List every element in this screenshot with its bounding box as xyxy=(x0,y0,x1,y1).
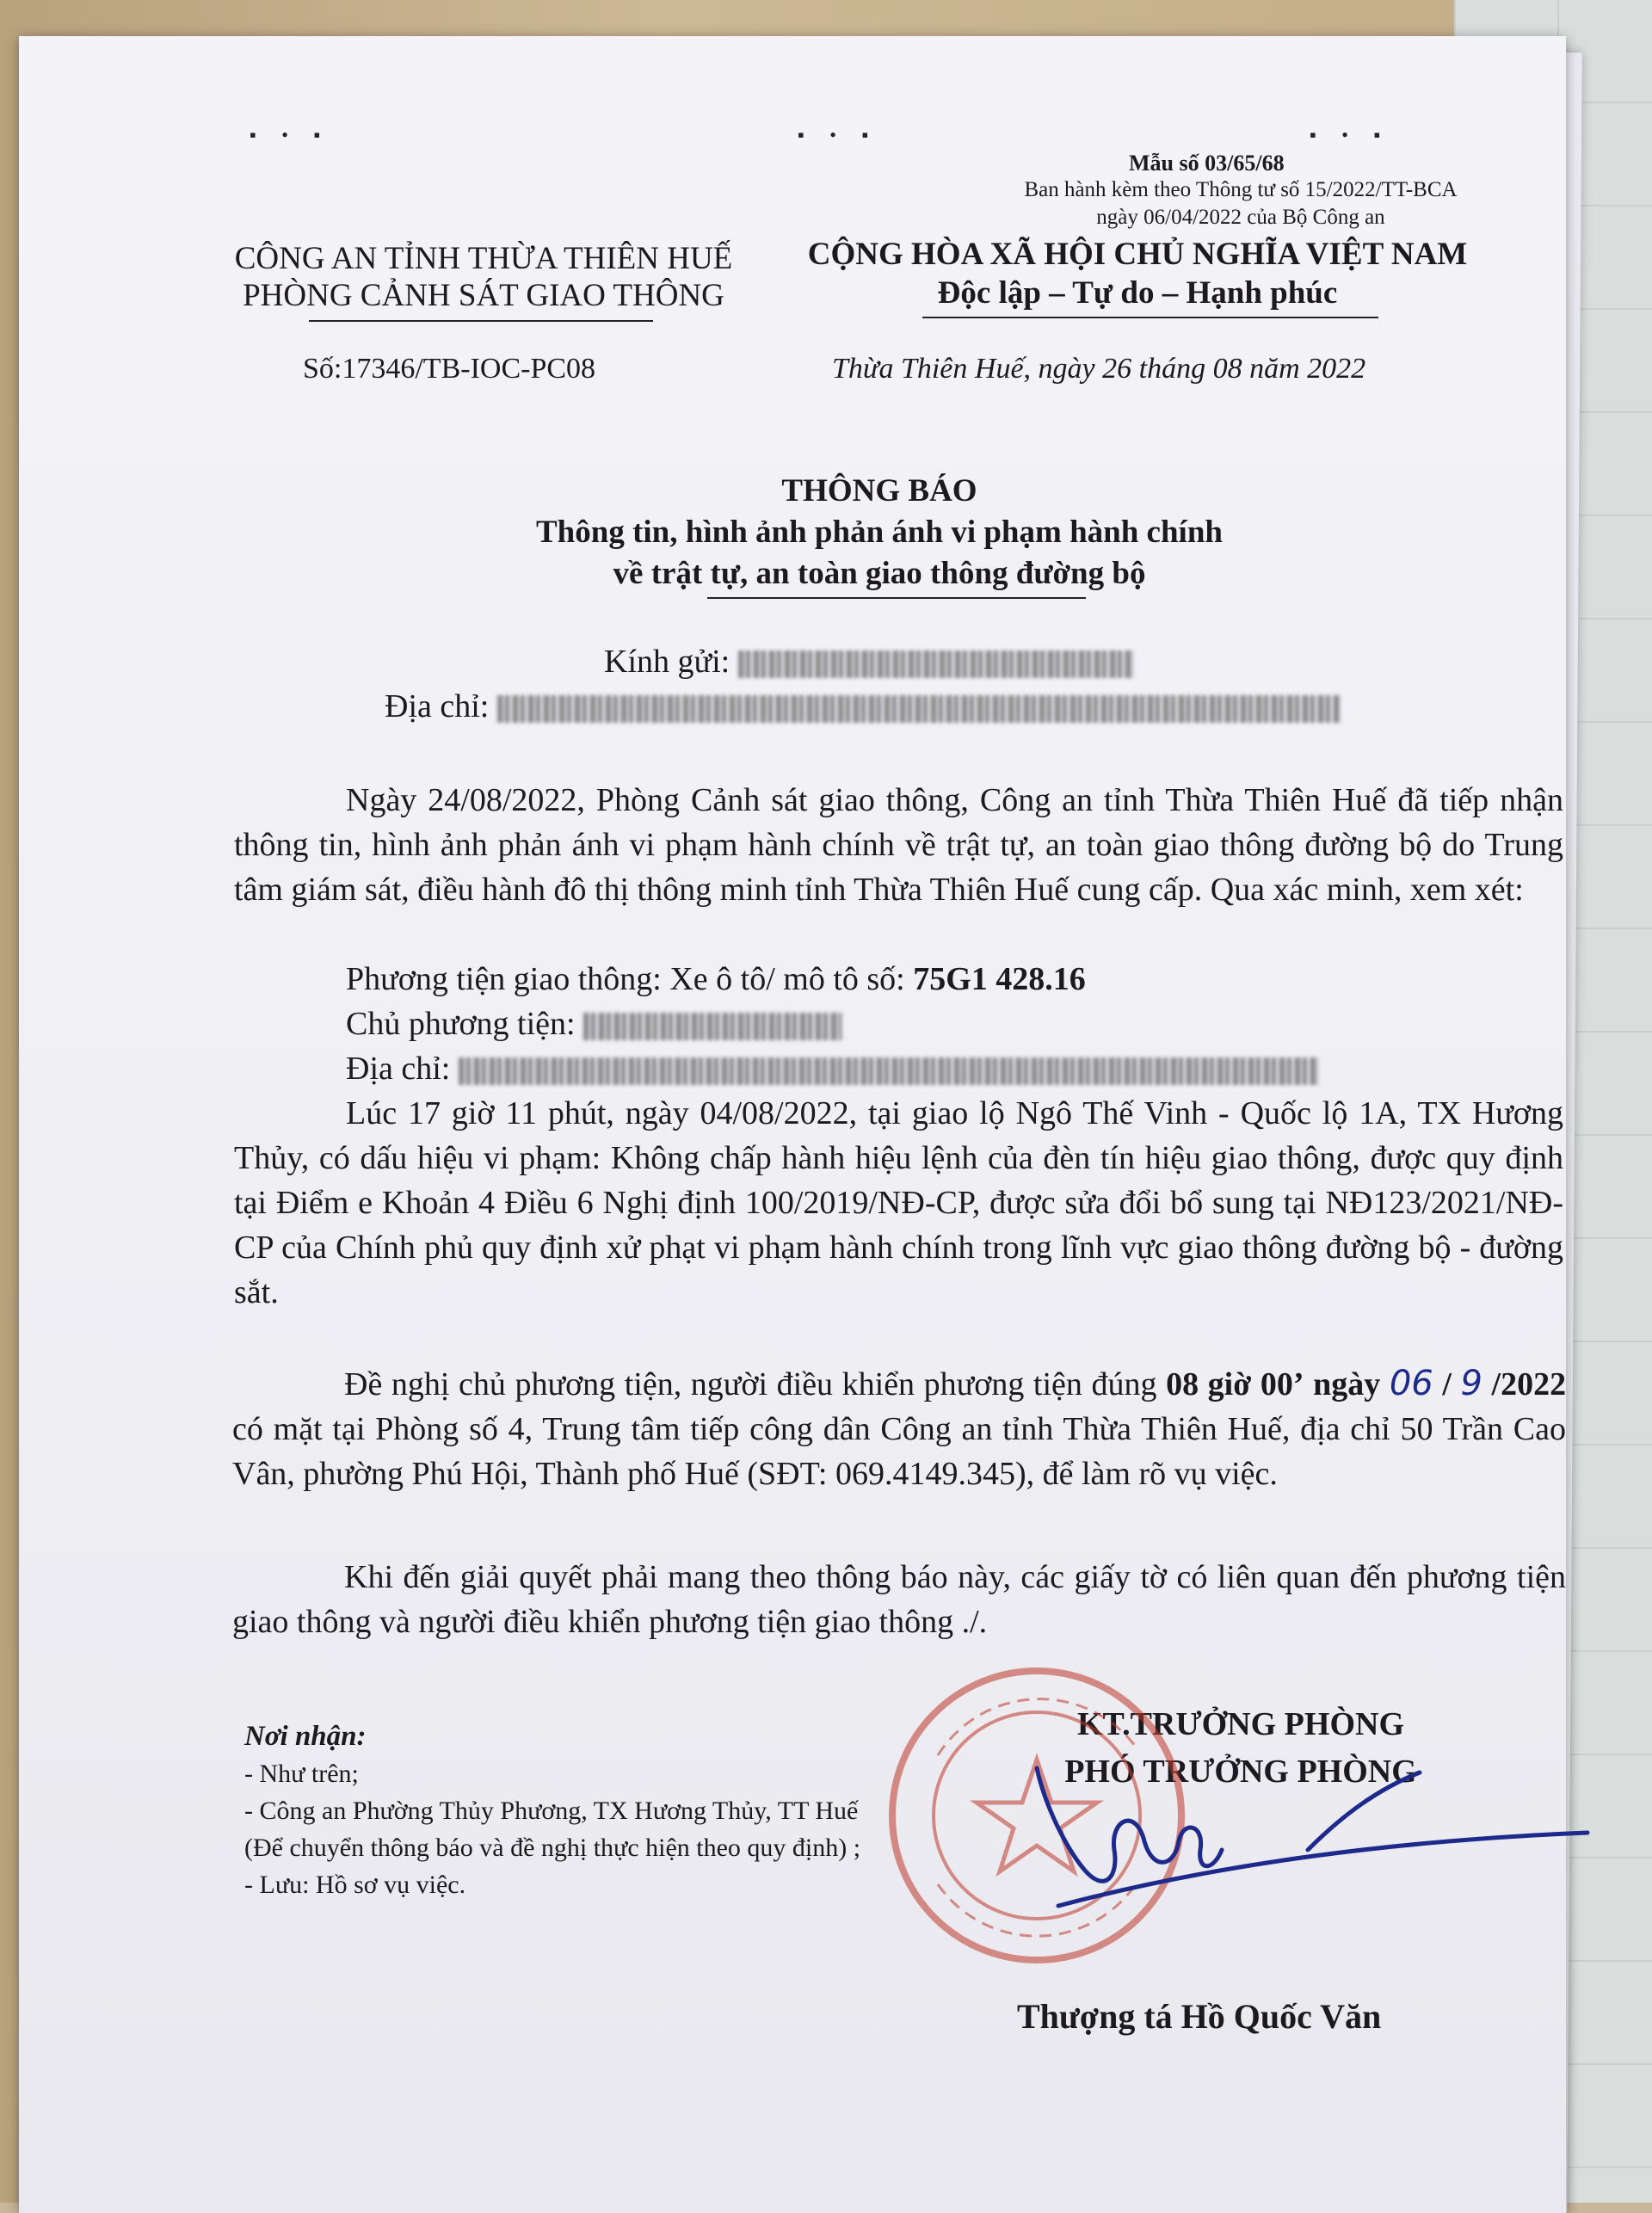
nation-motto: Độc lập – Tự do – Hạnh phúc xyxy=(937,275,1338,311)
handwritten-signature xyxy=(1037,1768,1587,1906)
owner-label: Chủ phương tiện: xyxy=(346,1006,576,1042)
summons-time: 08 giờ 00’ xyxy=(1166,1366,1304,1402)
summons-text: Đề nghị chủ phương tiện, người điều khiển phương tiện đúng xyxy=(344,1366,1157,1402)
recipients-item: - Lưu: Hồ sơ vụ việc. xyxy=(244,1871,466,1899)
document-title: THÔNG BÁO xyxy=(781,473,977,509)
summons-day-label: ngày xyxy=(1313,1366,1381,1402)
date-separator: / xyxy=(1442,1366,1452,1402)
form-issued-line2: ngày 06/04/2022 của Bộ Công an xyxy=(1096,206,1385,229)
recipients-item: - Công an Phường Thủy Phương, TX Hương Thủy, TT Huế (Để chuyển thông báo và đề nghị thực hiện theo quy định) ; xyxy=(244,1797,861,1862)
paragraph-intro: Ngày 24/08/2022, Phòng Cảnh sát giao thông, Công an tỉnh Thừa Thiên Huế đã tiếp nhận thông tin, hình ảnh phản ánh vi phạm hành chính về trật tự, an toàn giao thông đường bộ do Trung tâm giám sát, điều hành đô thị thông minh tỉnh Thừa Thiên Huế cung cấp. Qua xác minh, xem xét: xyxy=(234,782,1563,908)
paragraph-violation: Lúc 17 giờ 11 phút, ngày 04/08/2022, tại giao lộ Ngô Thế Vinh - Quốc lộ 1A, TX Hương Thủy, có dấu hiệu vi phạm: Không chấp hành hiệu lệnh của đèn tín hiệu giao thông, được quy định tại Điểm e Khoản 4 Điều 6 Nghị định 100/2019/NĐ-CP, được sửa đổi bổ sung tại NĐ123/2021/NĐ-CP của Chính phủ quy định xử phạt vi phạm hành chính trong lĩnh vực giao thông đường bộ - đường sắt. xyxy=(234,1095,1563,1310)
summons-location-text: có mặt tại Phòng số 4, Trung tâm tiếp công dân Công an tỉnh Thừa Thiên Huế, địa chỉ 50 Trần Cao Vân, phường Phú Hội, Thành phố Huế (SĐT: 069.4149.345), để làm rõ vụ việc. xyxy=(232,1411,1566,1492)
recipients-heading: Nơi nhận: xyxy=(244,1721,367,1752)
document-subtitle-1: Thông tin, hình ảnh phản ánh vi phạm hành chính xyxy=(536,515,1223,550)
signer-name: Thượng tá Hồ Quốc Văn xyxy=(1017,1997,1382,2036)
summons-year: /2022 xyxy=(1491,1366,1567,1402)
signature-title-1: KT.TRƯỞNG PHÒNG xyxy=(1077,1706,1404,1742)
vehicle-label: Phương tiện giao thông: Xe ô tô/ mô tô số: xyxy=(346,961,905,997)
document-number: Số:17346/TB-IOC-PC08 xyxy=(303,353,596,385)
document-subtitle-2: về trật tự, an toàn giao thông đường bộ xyxy=(613,556,1146,591)
punch-dots: ▪ • ▪ xyxy=(1310,124,1391,145)
recipient-label: Kính gửi: xyxy=(604,644,730,680)
punch-dots: ▪ • ▪ xyxy=(798,124,879,145)
agency-department: PHÒNG CẢNH SÁT GIAO THÔNG xyxy=(243,278,724,313)
agency-name: CÔNG AN TỈNH THỪA THIÊN HUẾ xyxy=(234,241,733,276)
document-place-date: Thừa Thiên Huế, ngày 26 tháng 08 năm 2022 xyxy=(832,353,1366,385)
punch-dots: ▪ • ▪ xyxy=(250,124,331,145)
license-plate: 75G1 428.16 xyxy=(913,961,1086,997)
form-code: Mẫu số 03/65/68 xyxy=(1129,151,1285,176)
paragraph-requirements: Khi đến giải quyết phải mang theo thông báo này, các giấy tờ có liên quan đến phương tiện giao thông và người điều khiển phương tiện giao thông ./. xyxy=(232,1559,1566,1640)
form-issued-line1: Ban hành kèm theo Thông tư số 15/2022/TT-BCA xyxy=(1024,178,1458,201)
signature-title-2: PHÓ TRƯỞNG PHÒNG xyxy=(1064,1754,1417,1790)
owner-address-label: Địa chỉ: xyxy=(346,1051,451,1087)
official-seal xyxy=(892,1671,1181,1960)
nation-name: CỘNG HÒA XÃ HỘI CHỦ NGHĨA VIỆT NAM xyxy=(807,237,1468,272)
handwritten-month: 9 xyxy=(1460,1364,1482,1403)
recipients-item: - Như trên; xyxy=(244,1760,359,1788)
handwritten-day: 06 xyxy=(1389,1364,1433,1403)
recipient-address-label: Địa chỉ: xyxy=(385,688,490,724)
